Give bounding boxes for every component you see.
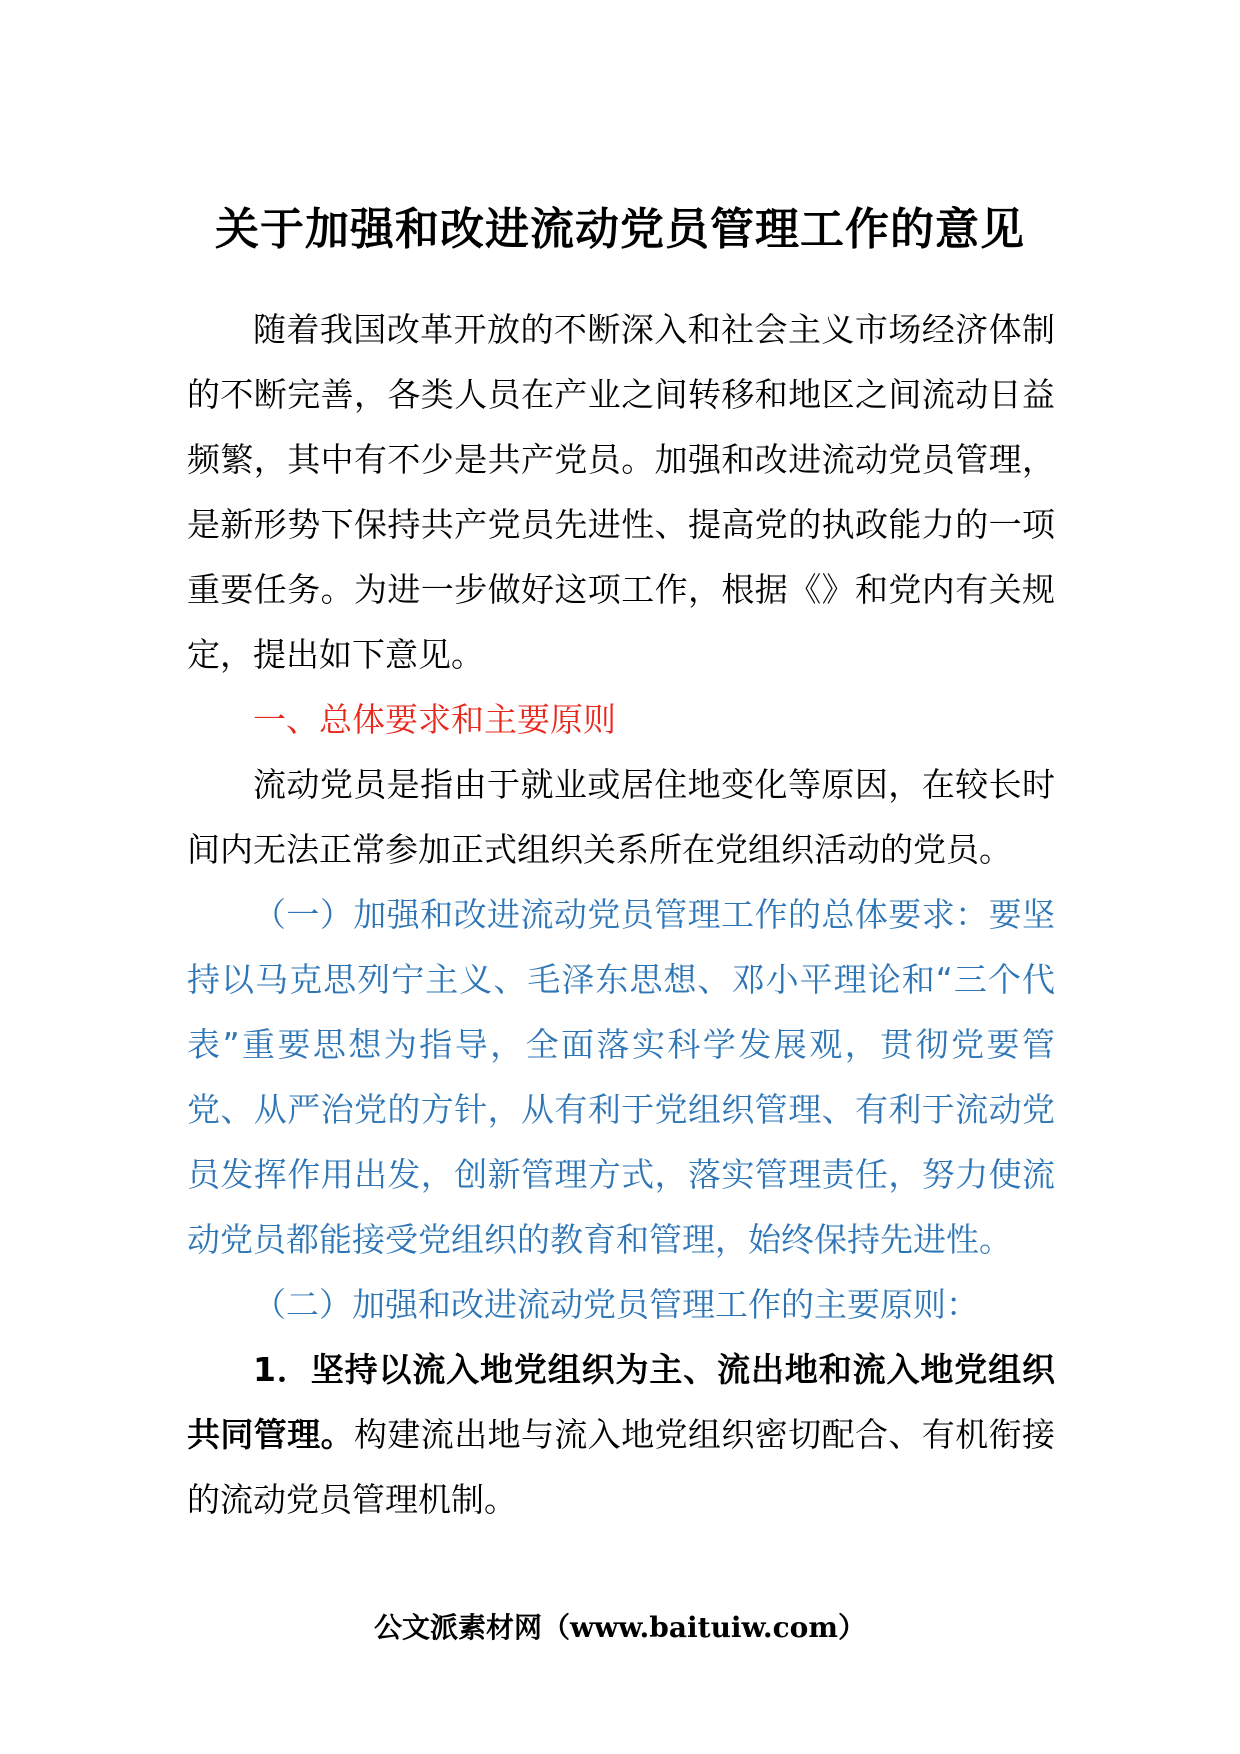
principle-1-text: 构建流出地与流入地党组织密切配合、有机衔接的流动党员管理机制。 bbox=[187, 1415, 1055, 1519]
principle-1-paragraph bbox=[187, 1337, 1055, 1532]
document-body bbox=[187, 297, 1055, 1532]
intro-paragraph: 随着我国改革开放的不断深入和社会主义市场经济体制的不断完善，各类人员在产业之间转移和地区之间流动日益频繁，其中有不少是共产党员。加强和改进流动党员管理，是新形势下保持共产党员先进性、提高党的执政能力的一项重要任务。为进一步做好这项工作，根据《》和党内有关规定，提出如下意见。 bbox=[187, 310, 1055, 674]
sub-section-1-paragraph: （一）加强和改进流动党员管理工作的总体要求：要坚持以马克思列宁主义、毛泽东思想、邓小平理论和“三个代表”重要思想为指导，全面落实科学发展观，贯彻党要管党、从严治党的方针，从有利于党组织管理、有利于流动党员发挥作用出发，创新管理方式，落实管理责任，努力使流动党员都能接受党组织的教育和管理，始终保持先进性。 bbox=[187, 895, 1055, 1259]
definition-paragraph: 流动党员是指由于就业或居住地变化等原因，在较长时间内无法正常参加正式组织关系所在党组织活动的党员。 bbox=[187, 765, 1055, 869]
page-footer: 公文派素材网（www.baituiw.com） bbox=[374, 1611, 866, 1644]
principle-1-bold-text: 1．坚持以流入地党组织为主、流出地和流入地党组织共同管理。 bbox=[187, 1350, 1055, 1454]
sub-section-2-paragraph: （二）加强和改进流动党员管理工作的主要原则： bbox=[253, 1285, 979, 1324]
document-title: 关于加强和改进流动党员管理工作的意见 bbox=[215, 204, 1025, 255]
section-heading: 一、总体要求和主要原则 bbox=[253, 700, 616, 739]
